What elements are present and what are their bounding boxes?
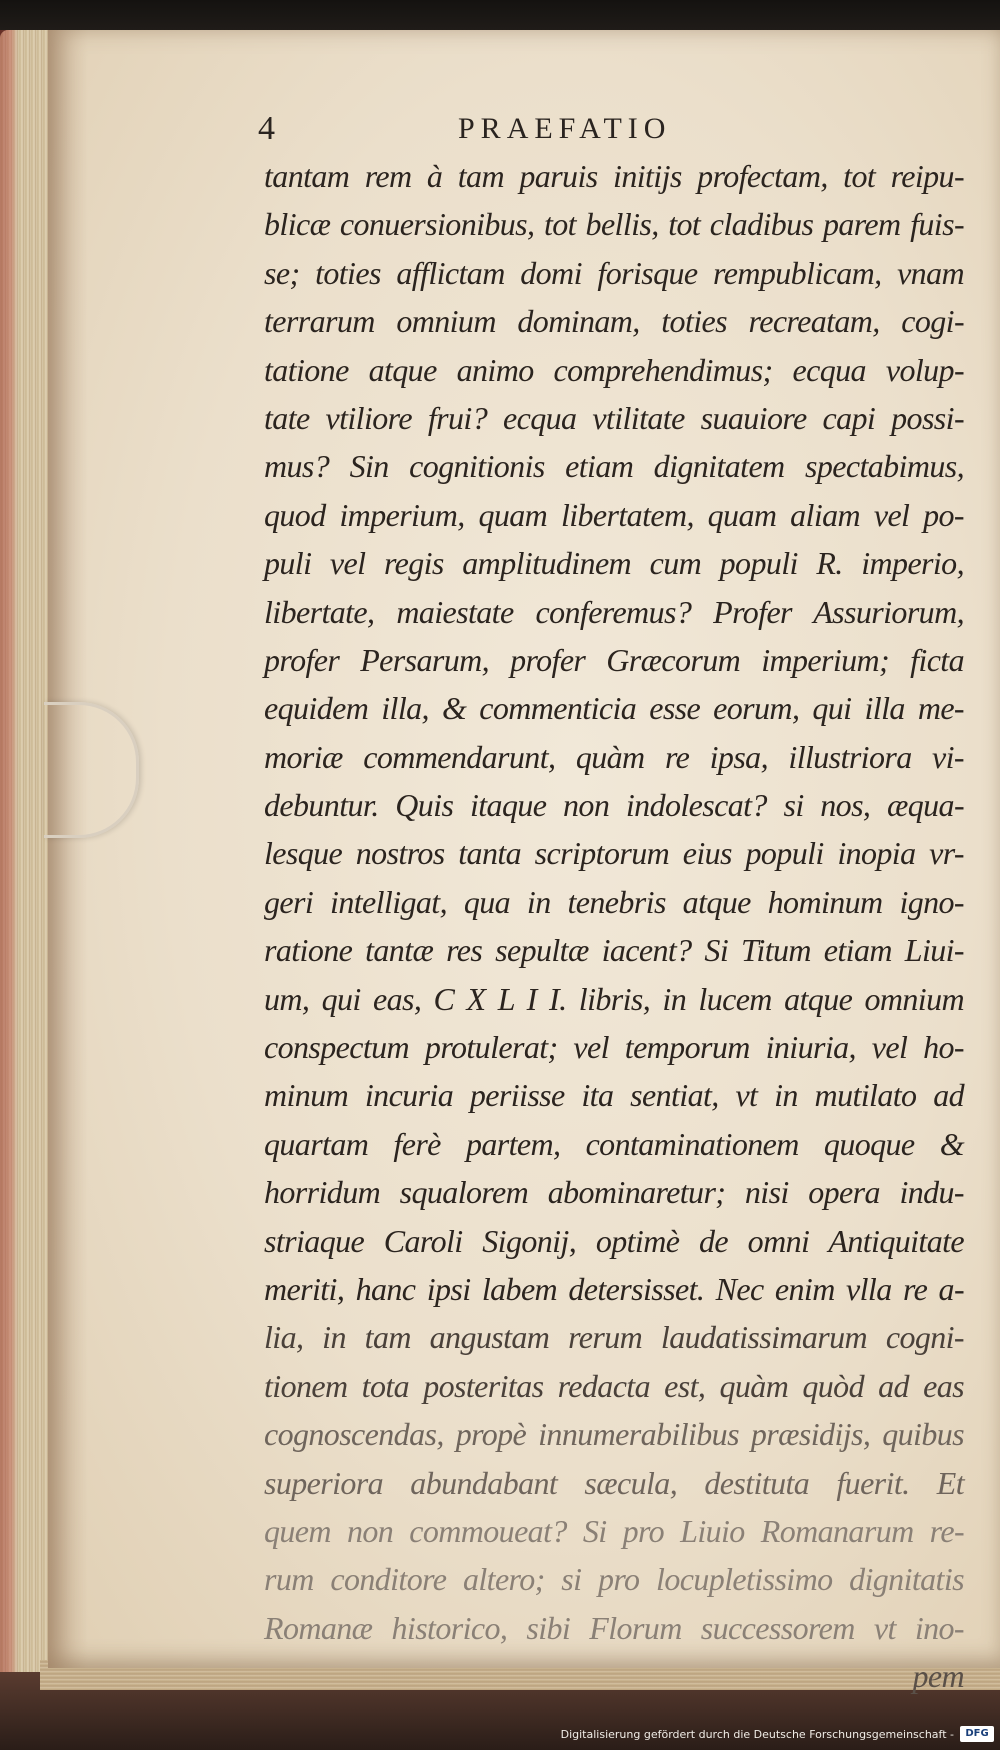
text-line: equidem illa, & commenticia esse eorum, qui illa me- [264, 690, 964, 727]
text-line: blicæ conuersionibus, tot bellis, tot cladibus parem fuis- [264, 206, 964, 243]
text-line: lesque nostros tanta scriptorum eius populi inopia vr- [264, 835, 964, 872]
text-line: striaque Caroli Sigonij, optimè de omni Antiquitate [264, 1222, 964, 1259]
text-line: geri intelligat, qua in tenebris atque hominum igno- [264, 883, 964, 920]
text-line: quod imperium, quam libertatem, quam aliam vel po- [264, 496, 964, 533]
text-line: libertate, maiestate conferemus? Profer Assuriorum, [264, 593, 964, 630]
text-line: cognoscendas, propè innumerabilibus præsidijs, quibus [264, 1416, 964, 1453]
catchword: pem [912, 1658, 964, 1695]
body-text [264, 152, 964, 1701]
text-line: se; toties afflictam domi forisque rempublicam, vnam [264, 254, 964, 291]
page-number: 4 [258, 110, 275, 147]
text-line: tate vtiliore frui? ecqua vtilitate suauiore capi possi- [264, 399, 964, 436]
text-line: profer Persarum, profer Græcorum imperium; ficta [264, 641, 964, 678]
text-line: moriæ commendarunt, quàm re ipsa, illustriora vi- [264, 738, 964, 775]
text-line: puli vel regis amplitudinem cum populi R. imperio, [264, 545, 964, 582]
text-line: rum conditore altero; si pro locupletissimo dignitatis [264, 1561, 964, 1598]
text-line: tatione atque animo comprehendimus; ecqua volup- [264, 351, 964, 388]
text-line: Romanæ historico, sibi Florum successorem vt ino- [264, 1609, 964, 1646]
running-head: PRAEFATIO [458, 112, 672, 145]
text-line: superiora abundabant sæcula, destituta fuerit. Et [264, 1464, 964, 1501]
text-line: conspectum protulerat; vel temporum iniuria, vel ho- [264, 1029, 964, 1066]
text-line: terrarum omnium dominam, toties recreatam, cogi- [264, 303, 964, 340]
bookmark-ribbon [44, 702, 139, 838]
dfg-logo: DFG [960, 1726, 994, 1742]
text-line: tionem tota posteritas redacta est, quàm quòd ad eas [264, 1367, 964, 1404]
digitization-credit: Digitalisierung gefördert durch die Deutsche Forschungsgemeinschaft - [560, 1728, 954, 1741]
text-line: debuntur. Quis itaque non indolescat? si nos, æqua- [264, 787, 964, 824]
text-line: quem non commoueat? Si pro Liuio Romanarum re- [264, 1512, 964, 1549]
text-line: minum incuria periisse ita sentiat, vt in mutilato ad [264, 1077, 964, 1114]
text-line: um, qui eas, C X L I I. libris, in lucem atque omnium [264, 980, 964, 1017]
text-line: ratione tantæ res sepultæ iacent? Si Titum etiam Liui- [264, 932, 964, 969]
text-line: horridum squalorem abominaretur; nisi opera indu- [264, 1174, 964, 1211]
text-line: lia, in tam angustam rerum laudatissimarum cogni- [264, 1319, 964, 1356]
text-line: tantam rem à tam paruis initijs profectam, tot reipu- [264, 158, 964, 194]
text-line: meriti, hanc ipsi labem detersisset. Nec enim vlla re a- [264, 1270, 964, 1307]
text-line: mus? Sin cognitionis etiam dignitatem spectabimus, [264, 448, 964, 485]
text-line: quartam ferè partem, contaminationem quoque & [264, 1125, 964, 1162]
